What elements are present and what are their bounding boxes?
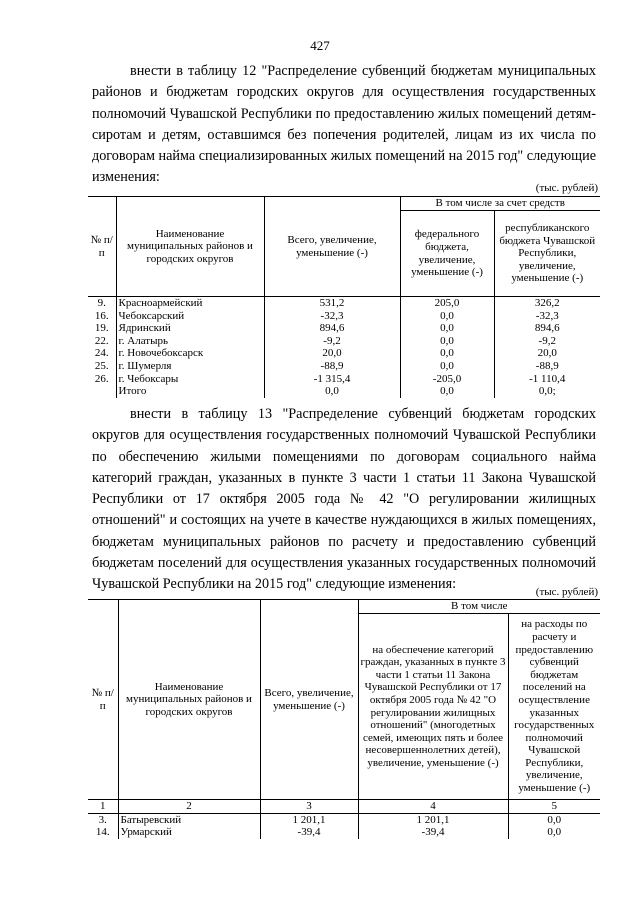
paragraph-table-12: внести в таблицу 12 "Распределение субвенций бюджетам муниципальных районов и бюджетам городских округов для осуществления государственных полномочий Чувашской Республики по предоставлению жилых помещений детям-сиротам и детям, оставшимся без попечения родителей, лицам из их числа по договорам найма специализированных жилых помещений на 2015 год" следующие изменения: (92, 63, 596, 186)
table-cell: 9. (88, 297, 116, 310)
column-number: 2 (118, 800, 260, 814)
table-cell: 3. (88, 813, 118, 826)
table-cell: 22. (88, 335, 116, 348)
table-cell: г. Чебоксары (116, 373, 264, 386)
table-cell: -1 315,4 (264, 373, 400, 386)
table-cell: 26. (88, 373, 116, 386)
t1-header-group: В том числе за счет средств (400, 197, 600, 211)
table-cell: Красноармейский (116, 297, 264, 310)
table-cell: Чебоксарский (116, 310, 264, 323)
table-cell: 19. (88, 322, 116, 335)
t2-header-group: В том числе (358, 600, 600, 614)
table-cell: 0,0 (508, 826, 600, 839)
table-row (88, 347, 600, 360)
table-cell: 16. (88, 310, 116, 323)
table-cell: Батыревский (118, 813, 260, 826)
table-cell: 894,6 (494, 322, 600, 335)
table-cell: -32,3 (264, 310, 400, 323)
paragraph-table-13: внести в таблицу 13 "Распределение субвенций бюджетам городских округов для осуществления государственных полномочий Чувашской Республики по обеспечению жилыми помещениями по договорам социального найма категорий граждан, указанных в пункте 3 части 1 статьи 11 Закона Чувашской Республики от 17 октября 2005 года № 42 "О регулировании жилищных отношений" и состоящих на учете в качестве нуждающихся в жилых помещениях, бюджетам муниципальных районов по расчету и предоставлению субвенций бюджетам поселений для осуществления указанных государственных полномочий Чувашской Республики на 2015 год" следующие изменения: (92, 406, 596, 593)
table-cell: -205,0 (400, 373, 494, 386)
column-number: 4 (358, 800, 508, 814)
table-cell: Ядринский (116, 322, 264, 335)
table-cell: 20,0 (494, 347, 600, 360)
table-row (88, 826, 600, 839)
table-cell: -88,9 (264, 360, 400, 373)
t2-header-settlements: на расходы по расчету и предоставлению субвенций бюджетам поселений на осуществление указанных государственных полномочий Чувашской Республики, увеличение, уменьшение (-) (508, 614, 600, 800)
table-cell: 0,0; (494, 385, 600, 398)
table-cell: 0,0 (264, 385, 400, 398)
table-cell: 0,0 (400, 385, 494, 398)
t2-header-num: № п/п (88, 600, 118, 800)
table-cell: -39,4 (358, 826, 508, 839)
table-cell: 25. (88, 360, 116, 373)
t1-header-name: Наименование муниципальных районов и городских округов (116, 197, 264, 297)
table2-unit: (тыс. рублей) (535, 586, 598, 598)
column-number: 3 (260, 800, 358, 814)
table-row (88, 297, 600, 310)
t2-header-categories: на обеспечение категорий граждан, указанных в пункте 3 части 1 статьи 11 Закона Чувашской Республики от 17 октября 2005 года № 42 "О регулировании жилищных отношений" (многодетных семей, имеющих пять и более несовершеннолетних детей), увеличение, уменьшение (-) (358, 614, 508, 800)
column-number: 1 (88, 800, 118, 814)
t1-header-republic: республиканского бюджета Чувашской Республики, увеличение, уменьшение (-) (494, 211, 600, 297)
page-number: 427 (310, 38, 330, 53)
table-cell: -9,2 (494, 335, 600, 348)
table-cell (88, 385, 116, 398)
table-row (88, 813, 600, 826)
table-row (88, 373, 600, 386)
table-row (88, 360, 600, 373)
t1-header-total: Всего, увеличение, уменьшение (-) (264, 197, 400, 297)
table-row (88, 310, 600, 323)
table-cell: 0,0 (508, 813, 600, 826)
t2-header-name: Наименование муниципальных районов и городских округов (118, 600, 260, 800)
table-cell: 894,6 (264, 322, 400, 335)
table-row (88, 385, 600, 398)
table-cell: 531,2 (264, 297, 400, 310)
table-cell: 205,0 (400, 297, 494, 310)
table-row (88, 335, 600, 348)
t2-body (88, 813, 600, 839)
table-cell: г. Новочебоксарск (116, 347, 264, 360)
table-cell: 326,2 (494, 297, 600, 310)
table-row (88, 322, 600, 335)
table-cell: 20,0 (264, 347, 400, 360)
table-cell: -9,2 (264, 335, 400, 348)
table-cell: 0,0 (400, 360, 494, 373)
t2-column-numbers (88, 800, 600, 814)
table-cell: -32,3 (494, 310, 600, 323)
table-cell: Урмарский (118, 826, 260, 839)
table-cell: 1 201,1 (260, 813, 358, 826)
table-cell: -39,4 (260, 826, 358, 839)
table-cell: г. Алатырь (116, 335, 264, 348)
table-cell: 0,0 (400, 335, 494, 348)
column-number: 5 (508, 800, 600, 814)
t1-header-num: № п/п (88, 197, 116, 297)
table-cell: 14. (88, 826, 118, 839)
t1-header-federal: федерального бюджета, увеличение, уменьшение (-) (400, 211, 494, 297)
table-12-changes (88, 196, 600, 398)
table-cell: 0,0 (400, 322, 494, 335)
table-cell: 0,0 (400, 310, 494, 323)
t1-body (88, 297, 600, 398)
table-13-changes (88, 599, 600, 839)
table1-unit: (тыс. рублей) (535, 182, 598, 194)
table-cell: 24. (88, 347, 116, 360)
table-cell: г. Шумерля (116, 360, 264, 373)
table-cell: -88,9 (494, 360, 600, 373)
table-cell: Итого (116, 385, 264, 398)
table-cell: 1 201,1 (358, 813, 508, 826)
table-cell: -1 110,4 (494, 373, 600, 386)
t2-header-total: Всего, увеличение, уменьшение (-) (260, 600, 358, 800)
table-cell: 0,0 (400, 347, 494, 360)
